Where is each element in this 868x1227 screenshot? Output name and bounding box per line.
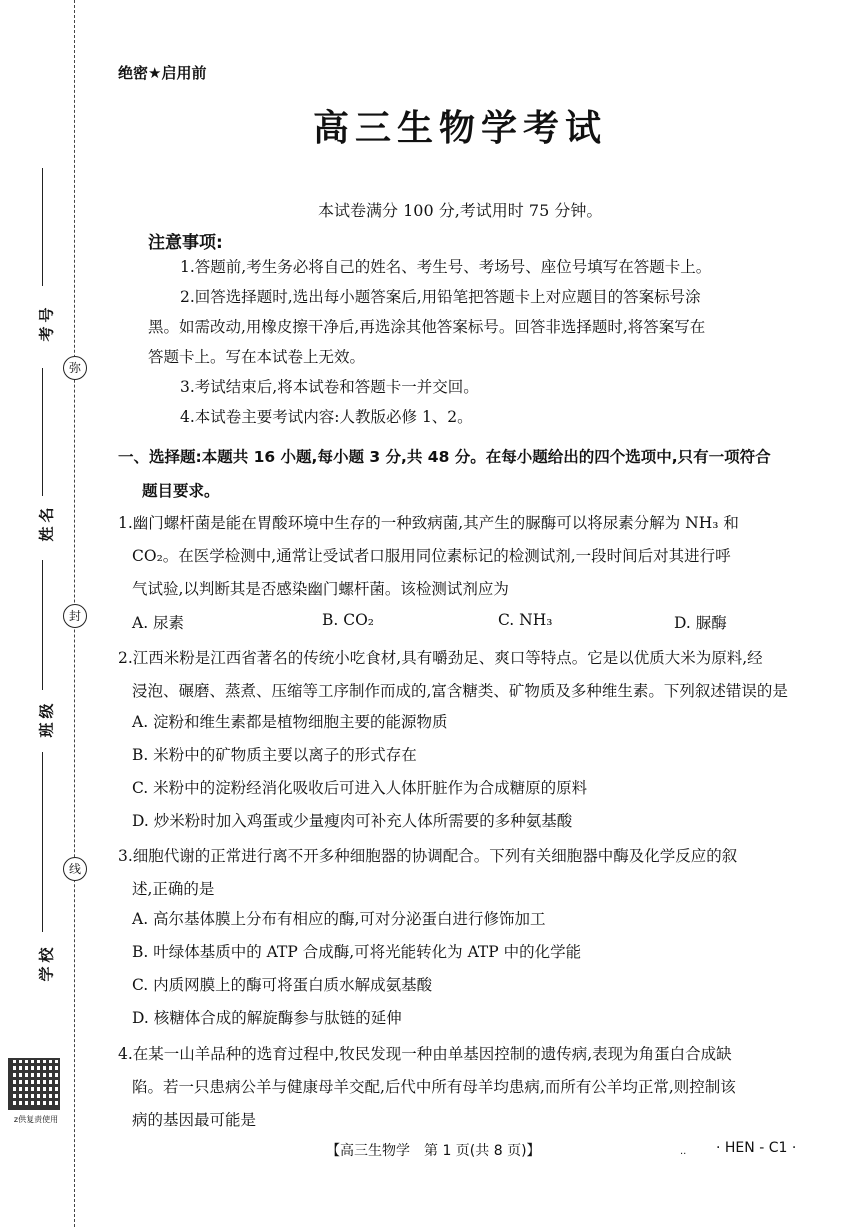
exam-code: · HEN - C1 · [716, 1140, 797, 1156]
exam-title: 高三生物学考试 [312, 107, 607, 149]
question-line: 气试验,以判断其是否感染幽门螺杆菌。该检测试剂应为 [132, 580, 509, 598]
exam-subtitle: 本试卷满分 100 分,考试用时 75 分钟。 [318, 201, 603, 220]
seal-char-mi: 弥 [63, 356, 87, 380]
q1-option-a: A. 尿素 [132, 614, 185, 632]
secret-label: 绝密★启用前 [118, 64, 207, 82]
class-line [42, 560, 43, 690]
notice-list [148, 252, 768, 432]
notice-item: 3.考试结束后,将本试卷和答题卡一并交回。 [180, 378, 479, 396]
question-line: 浸泡、碾磨、蒸煮、压缩等工序制作而成的,富含糖类、矿物质及多种维生素。下列叙述错误的是 [132, 682, 788, 700]
question-line: 陷。若一只患病公羊与健康母羊交配,后代中所有母羊均患病,而所有公羊均正常,则控制该 [132, 1078, 736, 1096]
section-heading [118, 440, 808, 508]
notice-item: 黑。如需改动,用橡皮擦干净后,再选涂其他答案标号。回答非选择题时,将答案写在 [148, 318, 706, 336]
q2-option-d: D. 炒米粉时加入鸡蛋或少量瘦肉可补充人体所需要的多种氨基酸 [132, 812, 573, 830]
q1-option-b: B. CO₂ [322, 611, 375, 629]
page-info: 【高三生物学 第 1 页(共 8 页)】 [326, 1143, 541, 1159]
q3-option-a: A. 高尔基体膜上分布有相应的酶,可对分泌蛋白进行修饰加工 [132, 910, 546, 928]
section-heading-line: 一、选择题:本题共 16 小题,每小题 3 分,共 48 分。在每小题给出的四个选项中,只有一项符合 [118, 448, 771, 466]
q2-option-c: C. 米粉中的淀粉经消化吸收后可进入人体肝脏作为合成糖原的原料 [132, 779, 588, 797]
notice-item: 答题卡上。写在本试卷上无效。 [148, 348, 366, 366]
question-line: 1.幽门螺杆菌是能在胃酸环境中生存的一种致病菌,其产生的脲酶可以将尿素分解为 NH₃ 和 [118, 514, 739, 532]
question-line: 4.在某一山羊品种的选育过程中,牧民发现一种由单基因控制的遗传病,表现为角蛋白合成缺 [118, 1045, 732, 1063]
school-label: 学校 [37, 943, 56, 982]
question-line: 3.细胞代谢的正常进行离不开多种细胞器的协调配合。下列有关细胞器中酶及化学反应的叙 [118, 847, 738, 865]
school-line [42, 752, 43, 932]
name-line [42, 368, 43, 496]
q2-option-b: B. 米粉中的矿物质主要以离子的形式存在 [132, 746, 417, 764]
question-line: 述,正确的是 [132, 880, 215, 898]
question-2-stem [118, 642, 808, 708]
question-4-stem [118, 1038, 808, 1137]
notice-title: 注意事项: [148, 233, 223, 253]
class-label: 班级 [37, 699, 56, 738]
notice-item: 1.答题前,考生务必将自己的姓名、考生号、考场号、座位号填写在答题卡上。 [180, 258, 712, 276]
notice-item: 2.回答选择题时,选出每小题答案后,用铅笔把答题卡上对应题目的答案标号涂 [180, 288, 701, 306]
exam-number-line [42, 168, 43, 286]
q1-option-c: C. NH₃ [498, 611, 553, 629]
q3-option-b: B. 叶绿体基质中的 ATP 合成酶,可将光能转化为 ATP 中的化学能 [132, 943, 582, 961]
question-line: CO₂。在医学检测中,通常让受试者口服用同位素标记的检测试剂,一段时间后对其进行呼 [132, 547, 731, 565]
question-line: 2.江西米粉是江西省著名的传统小吃食材,具有嚼劲足、爽口等特点。它是以优质大米为原料,经 [118, 649, 763, 667]
question-line: 病的基因最可能是 [132, 1111, 257, 1129]
qr-code-icon [8, 1058, 60, 1110]
seal-char-xian: 线 [63, 857, 87, 881]
name-label: 姓名 [37, 503, 56, 542]
q1-option-d: D. 脲酶 [674, 614, 727, 632]
q3-option-c: C. 内质网膜上的酶可将蛋白质水解成氨基酸 [132, 976, 433, 994]
question-3-stem [118, 840, 808, 906]
q3-option-d: D. 核糖体合成的解旋酶参与肽链的延伸 [132, 1009, 402, 1027]
question-1-stem [118, 507, 808, 606]
seal-char-feng: 封 [63, 604, 87, 628]
footer-dots: .. [680, 1146, 687, 1157]
section-heading-line: 题目要求。 [142, 482, 220, 500]
qr-caption: z供复责使用 [13, 1115, 59, 1124]
q2-option-a: A. 淀粉和维生素都是植物细胞主要的能源物质 [132, 713, 448, 731]
notice-item: 4.本试卷主要考试内容:人教版必修 1、2。 [180, 408, 473, 426]
exam-number-label: 考号 [37, 303, 56, 342]
